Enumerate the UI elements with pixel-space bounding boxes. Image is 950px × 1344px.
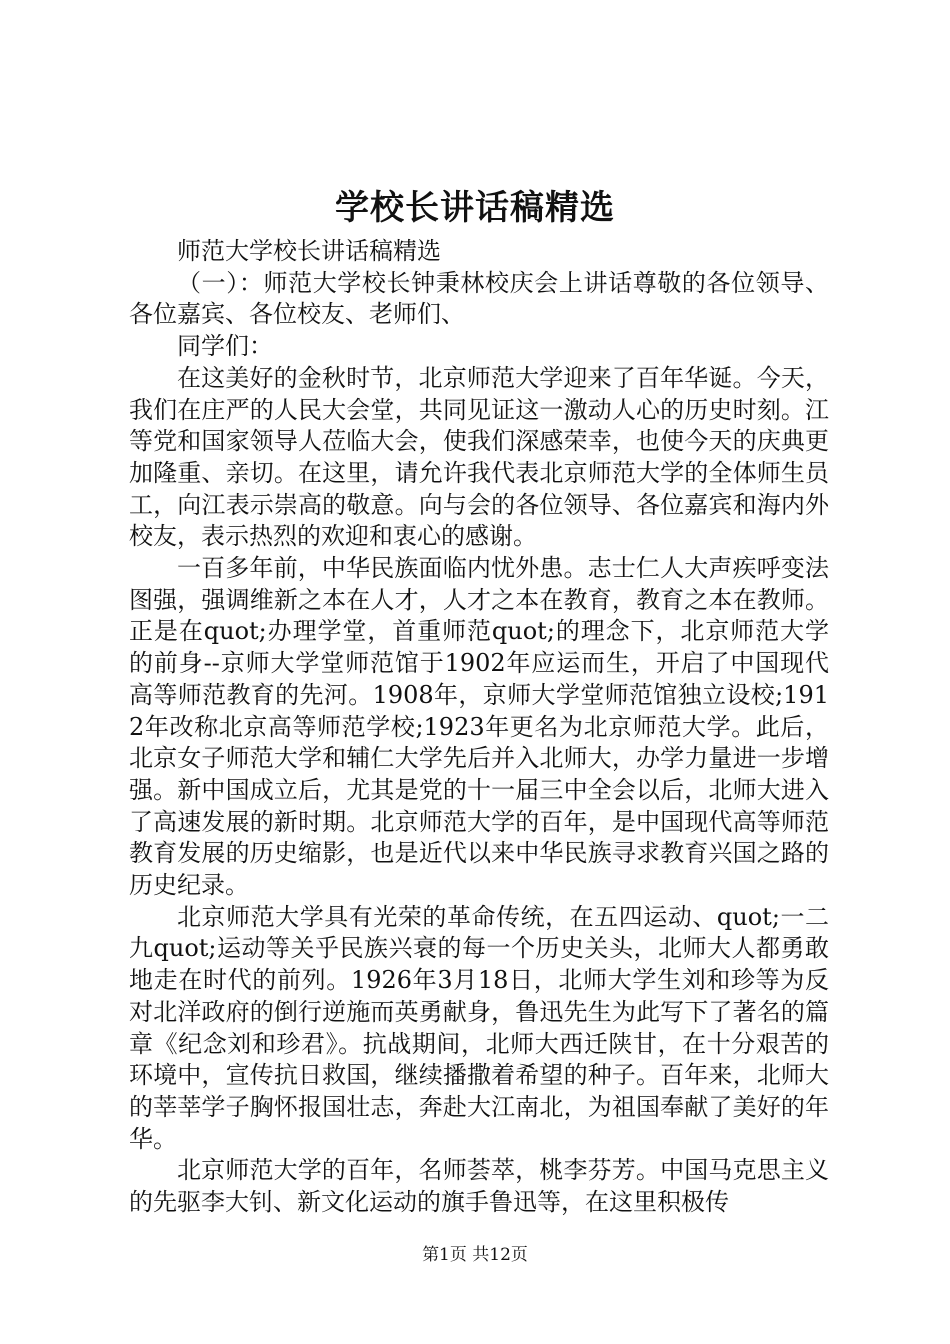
intro-paragraph: （一）：师范大学校长钟秉林校庆会上讲话尊敬的各位领导、各位嘉宾、各位校友、老师们、: [129, 268, 829, 329]
body-paragraph: 一百多年前，中华民族面临内忧外患。志士仁人大声疾呼变法图强，强调维新之本在人才，人才之本在教育，教育之本在教师。正是在quot;办理学堂，首重师范quot;的理念下，北京师范大学的前身--京师大学堂师范馆于1902年应运而生，开启了中国现代高等师范教育的先河。1908年，京师大学堂师范馆独立设校;1912年改称北京高等师范学校;1923年更名为北京师范大学。此后，北京女子师范大学和辅仁大学先后并入北师大，办学力量进一步增强。新中国成立后，尤其是党的十一届三中全会以后，北师大进入了高速发展的新时期。北京师范大学的百年，是中国现代高等师范教育发展的历史缩影，也是近代以来中华民族寻求教育兴国之路的历史纪录。: [129, 554, 829, 900]
greeting-paragraph: 同学们：: [177, 332, 273, 361]
subtitle-paragraph: 师范大学校长讲话稿精选: [177, 237, 441, 265]
body-paragraph: 北京师范大学的百年，名师荟萃，桃李芬芳。中国马克思主义的先驱李大钊、新文化运动的旗手鲁迅等，在这里积极传: [129, 1156, 829, 1217]
body-paragraph: 在这美好的金秋时节，北京师范大学迎来了百年华诞。今天，我们在庄严的人民大会堂，共同见证这一激动人心的历史时刻。江等党和国家领导人莅临大会，使我们深感荣幸，也使今天的庆典更加隆重、亲切。在这里，请允许我代表北京师范大学的全体师生员工，向江表示崇高的敬意。向与会的各位领导、各位嘉宾和海内外校友，表示热烈的欢迎和衷心的感谢。: [129, 363, 829, 551]
document-body: [129, 236, 829, 1219]
document-title: 学校长讲话稿精选: [335, 188, 615, 228]
body-paragraph: 北京师范大学具有光荣的革命传统，在五四运动、quot;一二九quot;运动等关乎民族兴衰的每一个历史关头，北师大人都勇敢地走在时代的前列。1926年3月18日，北师大学生刘和珍等为反对北洋政府的倒行逆施而英勇献身，鲁迅先生为此写下了著名的篇章《纪念刘和珍君》。抗战期间，北师大西迁陕甘，在十分艰苦的环境中，宣传抗日救国，继续播撒着希望的种子。百年来，北师大的莘莘学子胸怀报国壮志，奔赴大江南北，为祖国奉献了美好的年华。: [129, 902, 829, 1153]
page-number-footer: 第1页 共12页: [422, 1245, 528, 1265]
